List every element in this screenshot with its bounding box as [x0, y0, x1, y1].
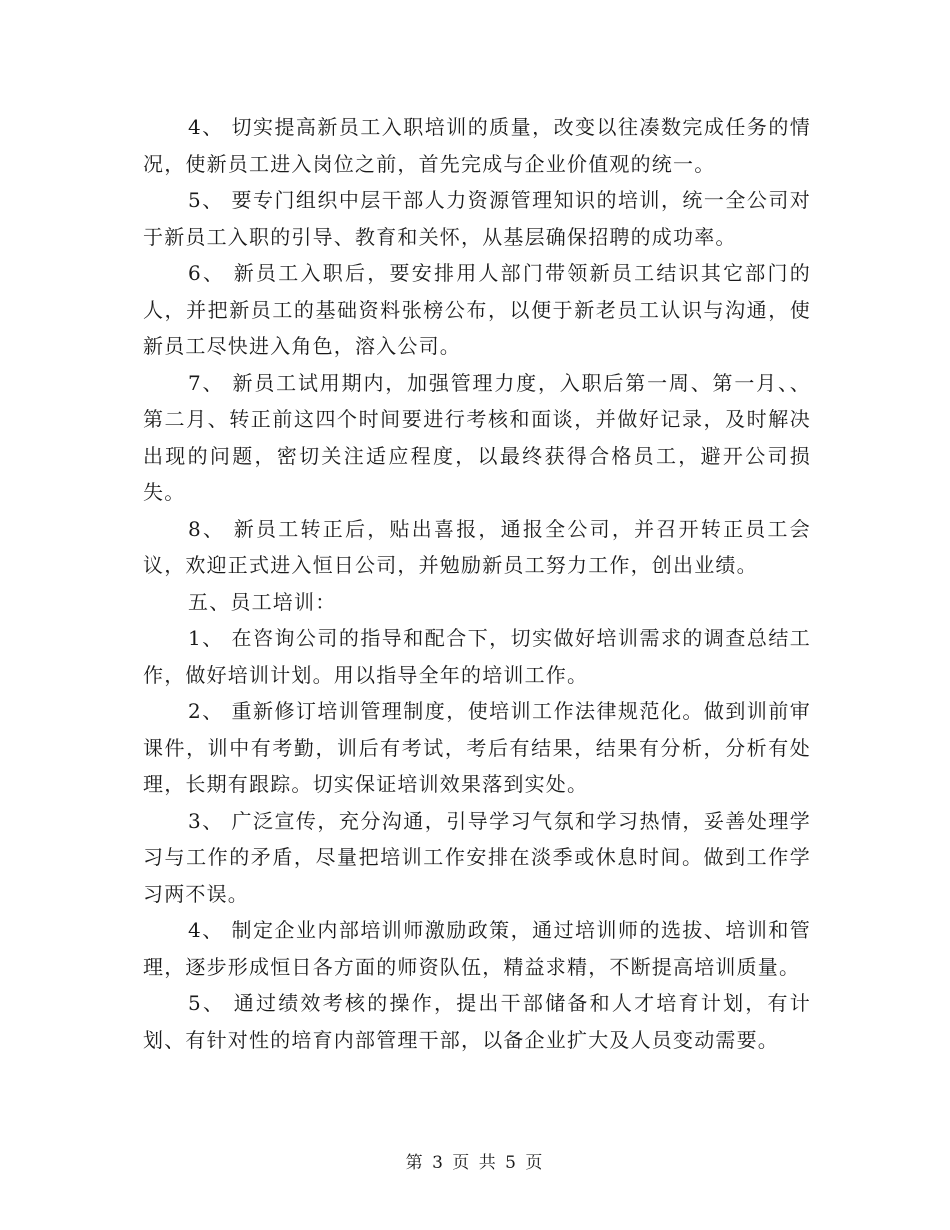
- paragraph-4-onboarding-quality: 4、 切实提高新员工入职培训的质量，改变以往凑数完成任务的情况，使新员工进入岗位之前，首先完成与企业价值观的统一。: [143, 115, 811, 176]
- document-body: [143, 109, 811, 1058]
- paragraph-1-training-needs: 1、 在咨询公司的指导和配合下，切实做好培训需求的调查总结工作，做好培训计划。用以指导全年的培训工作。: [143, 626, 811, 687]
- paragraph-7-probation-assessment: 7、 新员工试用期内，加强管理力度，入职后第一周、第一月、、第二月、转正前这四个时间要进行考核和面谈，并做好记录，及时解决出现的问题，密切关注适应程度，以最终获得合格员工，避开公司损失。: [143, 370, 811, 504]
- paragraph-6-department-introductions: 6、 新员工入职后，要安排用人部门带领新员工结识其它部门的人，并把新员工的基础资料张榜公布，以便于新老员工认识与沟通，使新员工尽快进入角色，溶入公司。: [143, 261, 811, 358]
- paragraph-5-middle-manager-training: 5、 要专门组织中层干部人力资源管理知识的培训，统一全公司对于新员工入职的引导、教育和关怀，从基层确保招聘的成功率。: [143, 188, 811, 249]
- paragraph-3-learning-atmosphere: 3、 广泛宣传，充分沟通，引导学习气氛和学习热情，妥善处理学习与工作的矛盾，尽量把培训工作安排在淡季或休息时间。做到工作学习两不误。: [143, 808, 811, 906]
- paragraph-4-trainer-incentives: 4、 制定企业内部培训师激励政策，通过培训师的选拔、培训和管理，逐步形成恒日各方面的师资队伍，精益求精，不断提高培训质量。: [143, 918, 811, 979]
- paragraph-8-confirmation: 8、 新员工转正后，贴出喜报，通报全公司，并召开转正员工会议，欢迎正式进入恒日公司，并勉励新员工努力工作，创出业绩。: [143, 516, 811, 577]
- paragraph-5-talent-development: 5、 通过绩效考核的操作，提出干部储备和人才培育计划，有计划、有针对性的培育内部管理干部，以备企业扩大及人员变动需要。: [143, 991, 811, 1052]
- page-number-footer: 第 3 页 共 5 页: [405, 1153, 545, 1173]
- section-heading-employee-training: 五、员工培训：: [188, 589, 337, 614]
- paragraph-2-training-policy: 2、 重新修订培训管理制度，使培训工作法律规范化。做到训前审课件，训中有考勤，训后有考试，考后有结果，结果有分析，分析有处理，长期有跟踪。切实保证培训效果落到实处。: [143, 699, 811, 796]
